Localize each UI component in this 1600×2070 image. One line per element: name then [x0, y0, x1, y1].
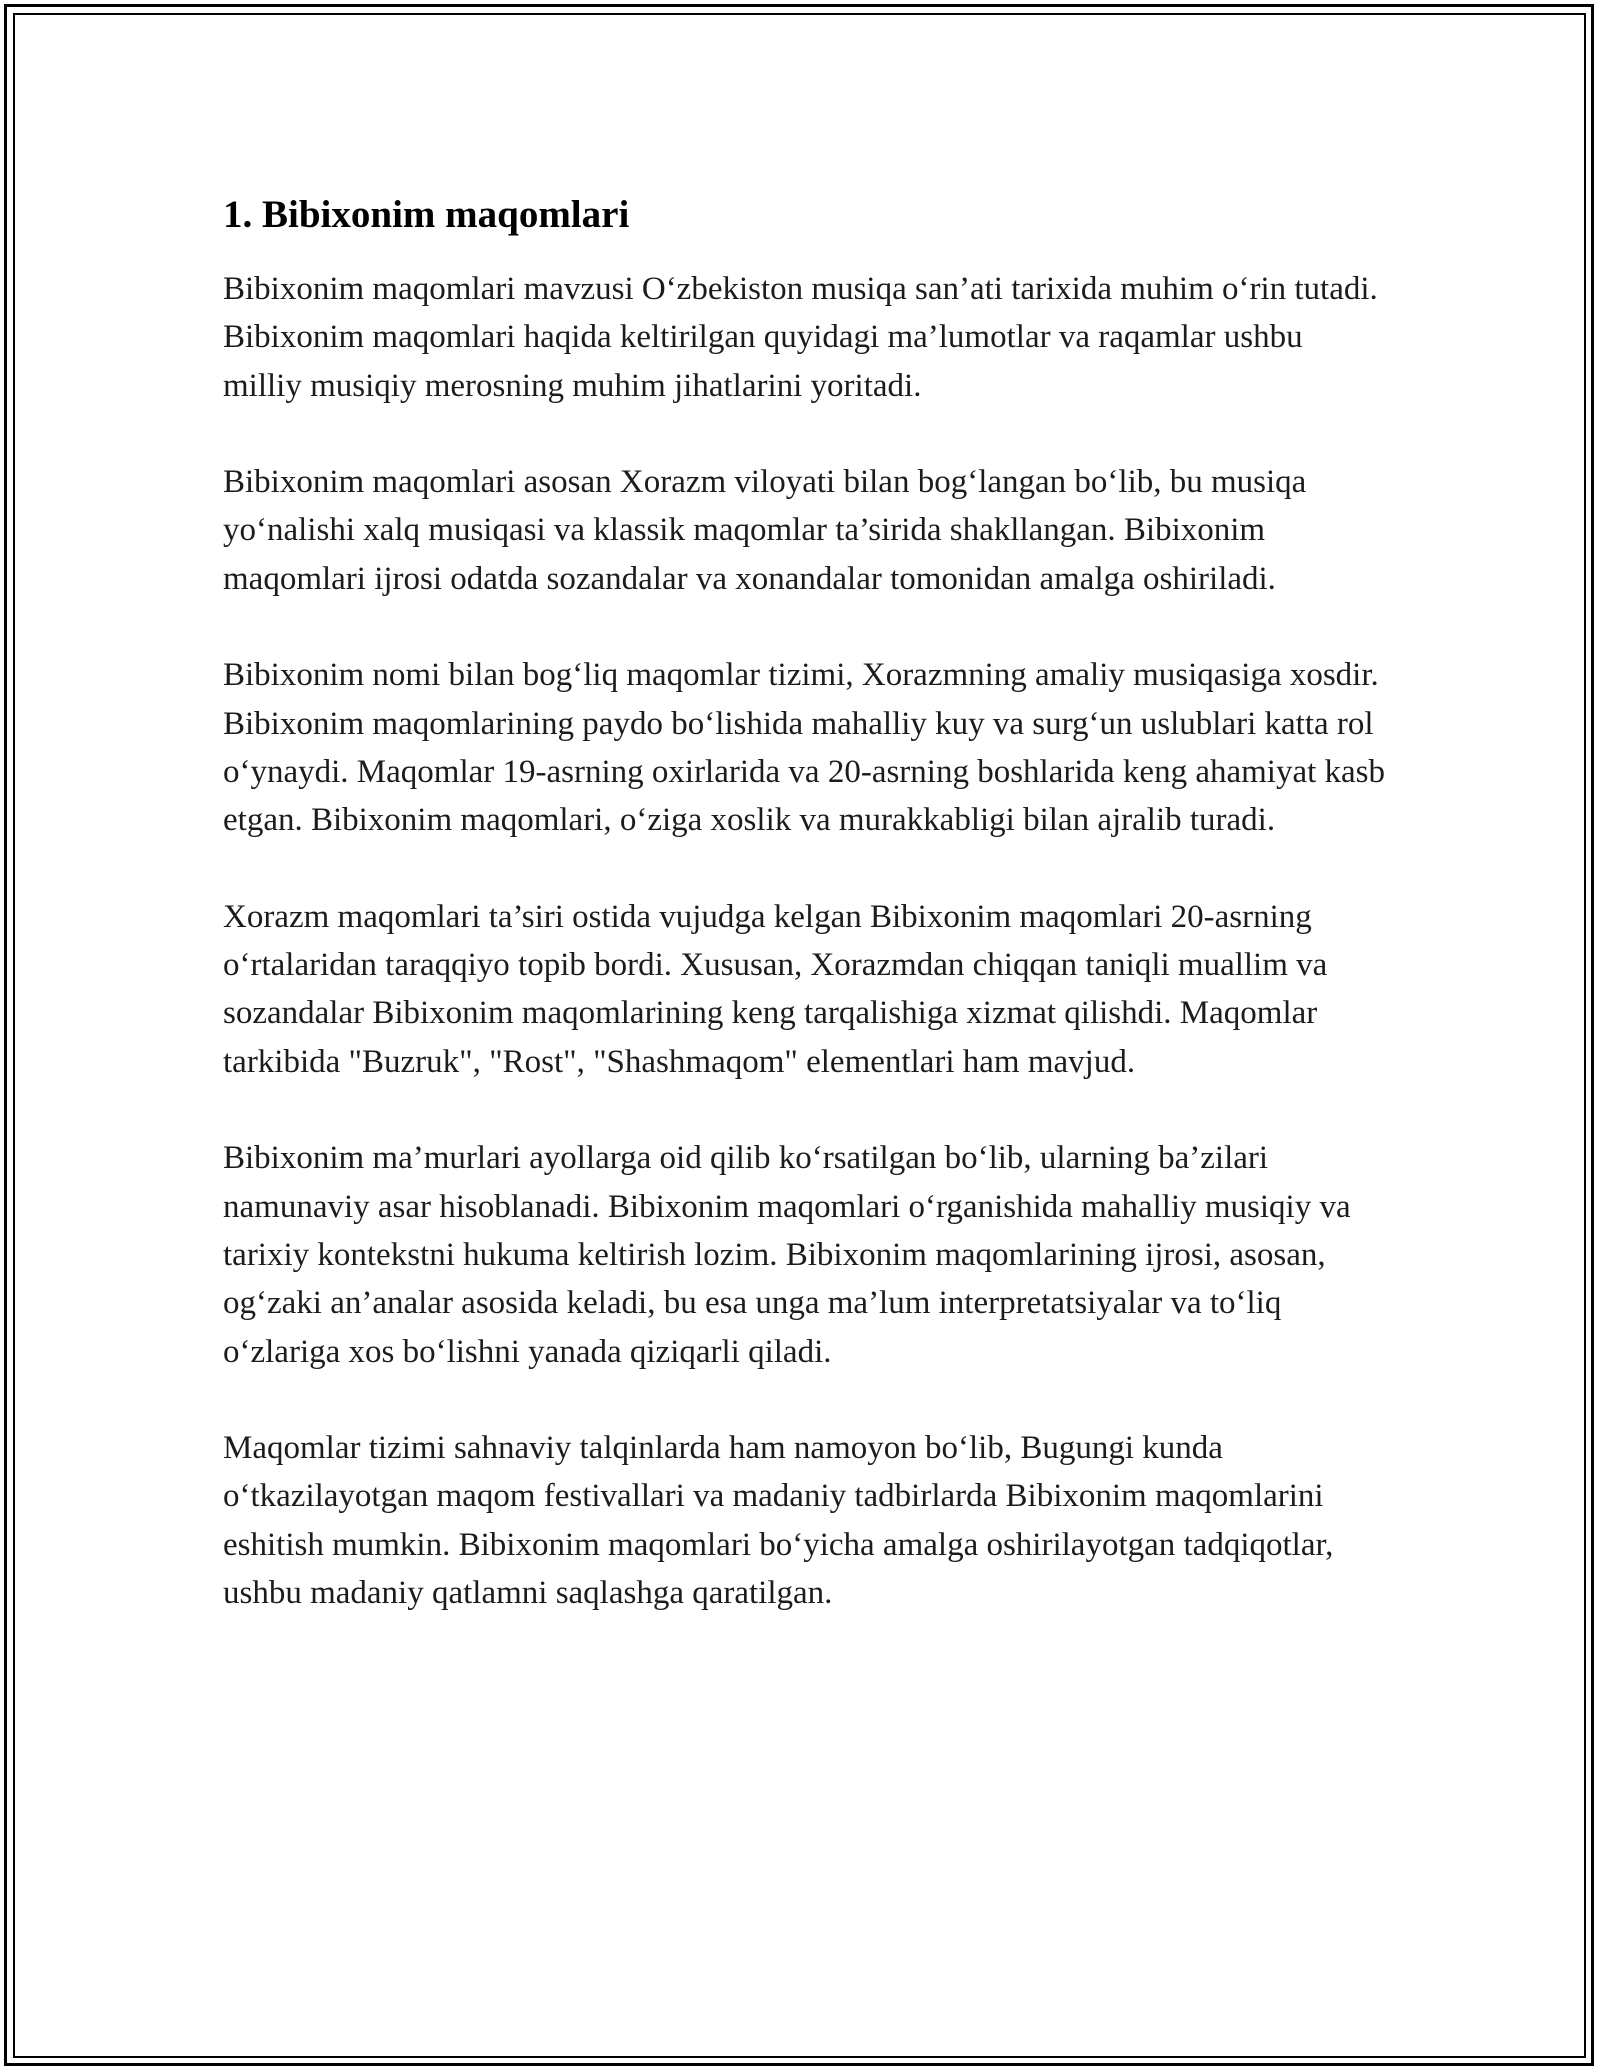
- paragraph-2: Bibixonim maqomlari asosan Xorazm viloyati bilan bog‘langan bo‘lib, bu musiqa yo‘nalishi xalq musiqasi va klassik maqomlar ta’sirida shakllangan. Bibixonim maqomlari ijrosi odatda sozandalar va xonandalar tomonidan amalga oshiriladi.: [223, 464, 1307, 597]
- section-title: 1. Bibixonim maqomlari: [223, 193, 630, 236]
- paragraph-6: Maqomlar tizimi sahnaviy talqinlarda ham namoyon bo‘lib, Bugungi kunda o‘tkazilayotgan maqom festivallari va madaniy tadbirlarda Bibixonim maqomlarini eshitish mumkin. Bibixonim maqomlari bo‘yicha amalga oshirilayotgan tadqiqotlar, ushbu madaniy qatlamni saqlashga qaratilgan.: [223, 1430, 1334, 1612]
- paragraph-1: Bibixonim maqomlari mavzusi O‘zbekiston musiqa san’ati tarixida muhim o‘rin tutadi. Bibixonim maqomlari haqida keltirilgan quyidagi ma’lumotlar va raqamlar ushbu milliy musiqiy merosning muhim jihatlarini yoritadi.: [223, 271, 1378, 404]
- document-body: [223, 185, 1388, 1666]
- paragraph-3: Bibixonim nomi bilan bog‘liq maqomlar tizimi, Xorazmning amaliy musiqasiga xosdir. Bibixonim maqomlarining paydo bo‘lishida mahalliy kuy va surg‘un uslublari katta rol o‘ynaydi. Maqomlar 19-asrning oxirlarida va 20-asrning boshlarida keng ahamiyat kasb etgan. Bibixonim maqomlari, o‘ziga xoslik va murakkabligi bilan ajralib turadi.: [223, 657, 1386, 839]
- paragraph-4: Xorazm maqomlari ta’siri ostida vujudga kelgan Bibixonim maqomlari 20-asrning o‘rtalaridan taraqqiyo topib bordi. Xususan, Xorazmdan chiqqan taniqli muallim va sozandalar Bibixonim maqomlarining keng tarqalishiga xizmat qilishdi. Maqomlar tarkibida "Buzruk", "Rost", "Shashmaqom" elementlari ham mavjud.: [223, 898, 1328, 1080]
- paragraph-5: Bibixonim ma’murlari ayollarga oid qilib ko‘rsatilgan bo‘lib, ularning ba’zilari namunaviy asar hisoblanadi. Bibixonim maqomlari o‘rganishida mahalliy musiqiy va tarixiy kontekstni hukuma keltirish lozim. Bibixonim maqomlarining ijrosi, asosan, og‘zaki an’analar asosida keladi, bu esa unga ma’lum interpretatsiyalar va to‘liq o‘zlariga xos bo‘lishni yanada qiziqarli qiladi.: [223, 1140, 1351, 1370]
